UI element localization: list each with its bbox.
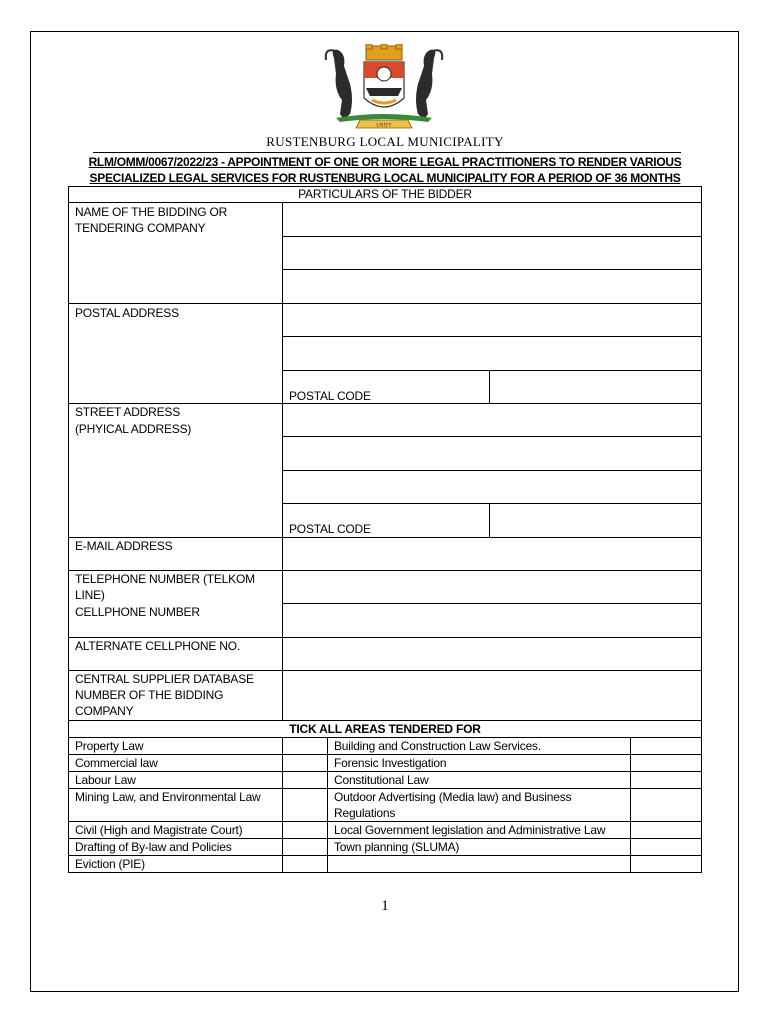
area-right-label: Local Government legislation and Administrative Law — [334, 823, 606, 837]
street-address-field-3[interactable] — [283, 471, 701, 503]
email-label: E-MAIL ADDRESS — [75, 539, 173, 553]
csd-number-field[interactable] — [283, 671, 701, 720]
area-left-label: Labour Law — [75, 773, 136, 787]
cellphone-label: CELLPHONE NUMBER — [75, 605, 200, 619]
telephone-label-1: TELEPHONE NUMBER (TELKOM — [75, 572, 255, 586]
area-left-label: Property Law — [75, 739, 144, 753]
area-left-label: Eviction (PIE) — [75, 857, 145, 871]
postal-address-label: POSTAL ADDRESS — [75, 306, 179, 320]
area-left-label: Mining Law, and Environmental Law — [75, 790, 261, 804]
area-right-label: Constitutional Law — [334, 773, 429, 787]
page-number: 1 — [381, 898, 389, 914]
company-name-label-1: NAME OF THE BIDDING OR — [75, 205, 228, 219]
street-address-label-2: (PHYICAL ADDRESS) — [75, 422, 192, 436]
street-address-label-1: STREET ADDRESS — [75, 405, 181, 419]
csd-label-3: COMPANY — [75, 704, 134, 718]
area-left-label: Commercial law — [75, 756, 158, 770]
alt-cellphone-label: ALTERNATE CELLPHONE NO. — [75, 639, 240, 653]
tick-box-left[interactable] — [283, 789, 327, 821]
tick-box-right[interactable] — [631, 789, 701, 821]
telephone-label-2: LINE) — [75, 588, 105, 602]
area-right-label-wrap: Regulations — [334, 806, 396, 820]
tender-title-line-1: RLM/OMM/0067/2022/23 - APPOINTMENT OF ONE OR MORE LEGAL PRACTITIONERS TO RENDER VARIOUS — [88, 155, 682, 169]
area-left-label: Civil (High and Magistrate Court) — [75, 823, 243, 837]
alt-cellphone-field[interactable] — [283, 638, 701, 670]
street-address-field-2[interactable] — [283, 437, 701, 470]
postal-code-field[interactable] — [490, 371, 701, 403]
area-right-label: Forensic Investigation — [334, 756, 447, 770]
cellphone-field[interactable] — [283, 604, 701, 637]
area-right-label: Building and Construction Law Services. — [334, 739, 541, 753]
area-right-label: Outdoor Advertising (Media law) and Business — [334, 790, 572, 804]
street-postal-code-label: POSTAL CODE — [289, 522, 371, 536]
municipal-crest — [320, 44, 448, 132]
svg-text:UNITY: UNITY — [376, 123, 392, 129]
company-name-label-2: TENDERING COMPANY — [75, 221, 206, 235]
postal-address-field-2[interactable] — [283, 337, 701, 370]
areas-section-title: TICK ALL AREAS TENDERED FOR — [289, 722, 481, 736]
csd-label-2: NUMBER OF THE BIDDING — [75, 688, 224, 702]
tick-box-right[interactable] — [631, 738, 701, 754]
tick-box-left[interactable] — [283, 856, 327, 872]
tick-box-right[interactable] — [631, 856, 701, 872]
telephone-field[interactable] — [283, 571, 701, 603]
company-name-field-1[interactable] — [283, 203, 701, 236]
area-left-label: Drafting of By-law and Policies — [75, 840, 232, 854]
street-postal-code-field[interactable] — [490, 504, 701, 537]
tick-box-left[interactable] — [283, 822, 327, 838]
tick-box-right[interactable] — [631, 822, 701, 838]
area-right-label: Town planning (SLUMA) — [334, 840, 460, 854]
title-rule — [93, 152, 681, 153]
csd-label-1: CENTRAL SUPPLIER DATABASE — [75, 672, 254, 686]
tick-box-left[interactable] — [283, 839, 327, 855]
email-field[interactable] — [283, 538, 701, 570]
postal-address-field-1[interactable] — [283, 304, 701, 336]
tick-box-right[interactable] — [631, 772, 701, 788]
bidder-section-title: PARTICULARS OF THE BIDDER — [298, 187, 472, 201]
street-address-field-1[interactable] — [283, 404, 701, 436]
tick-box-left[interactable] — [283, 772, 327, 788]
postal-code-label: POSTAL CODE — [289, 389, 371, 403]
tender-title-line-2: SPECIALIZED LEGAL SERVICES FOR RUSTENBURG LOCAL MUNICIPALITY FOR A PERIOD OF 36 MONTHS — [89, 171, 681, 185]
tick-box-right[interactable] — [631, 839, 701, 855]
tick-box-right[interactable] — [631, 755, 701, 771]
organization-name: RUSTENBURG LOCAL MUNICIPALITY — [266, 134, 504, 149]
tick-box-left[interactable] — [283, 738, 327, 754]
tick-box-left[interactable] — [283, 755, 327, 771]
company-name-field-2[interactable] — [283, 237, 701, 269]
company-name-field-3[interactable] — [283, 270, 701, 303]
